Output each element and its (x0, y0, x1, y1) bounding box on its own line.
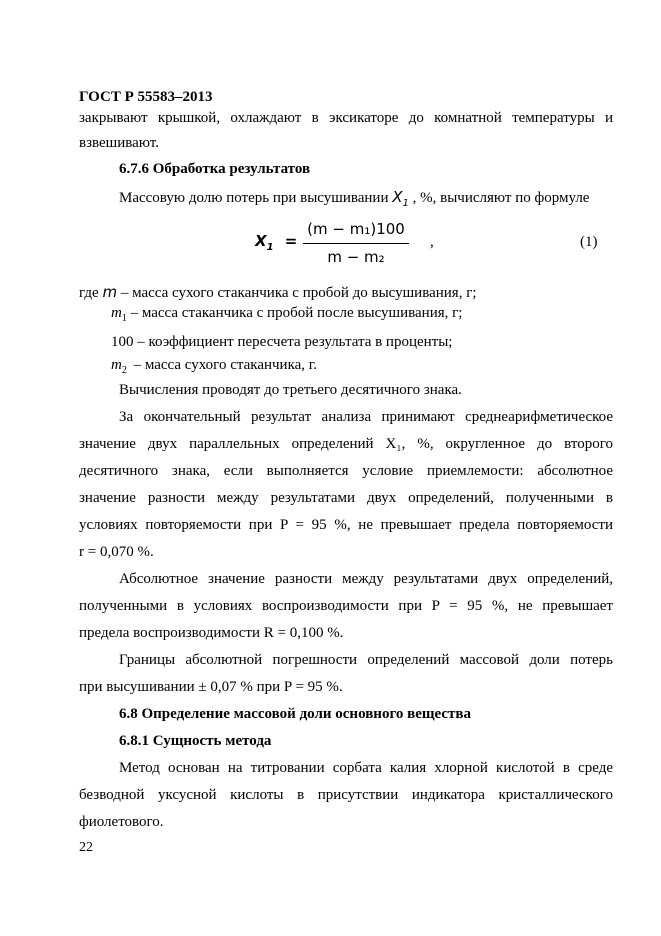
symbol: X (392, 188, 403, 206)
page-number: 22 (79, 840, 93, 855)
where-word: где (79, 285, 99, 301)
paragraph-line: условиях повторяемости при P = 95 %, не превышает предела повторяемости (79, 517, 613, 533)
paragraph-line: Метод основан на титровании сорбата калия хлорной кислотой в среде (119, 760, 613, 776)
description: – масса сухого стаканчика, г. (133, 357, 318, 373)
section-heading: 6.7.6 Обработка результатов (119, 161, 311, 177)
lhs-symbol: X (255, 232, 267, 250)
formula-comma: , (430, 234, 434, 250)
paragraph-line: фиолетового. (79, 814, 164, 830)
paragraph-line: значение двух параллельных определений X₁, %, округленное до второго (79, 436, 613, 452)
where-item-100: 100 – коэффициент пересчета результата в проценты; (111, 334, 453, 350)
paragraph-line: закрывают крышкой, охлаждают в эксикаторе до комнатной температуры и (79, 110, 613, 126)
subscript: 1 (121, 313, 127, 324)
paragraph-line: предела воспроизводимости R = 0,100 %. (79, 625, 344, 641)
formula-numerator: (m − m₁)100 (307, 220, 405, 238)
paragraph-line: Абсолютное значение разности между результатами двух определений, (119, 571, 613, 587)
where-item-m1 (111, 305, 462, 322)
paragraph-line: За окончательный результат анализа принимают среднеарифметическое (119, 409, 613, 425)
paragraph-line: взвешивают. (79, 135, 159, 151)
description: – масса стаканчика с пробой после высушивания, г; (130, 305, 463, 321)
intro-text: Массовую долю потерь при высушивании (119, 190, 389, 206)
document-header: ГОСТ Р 55583–2013 (79, 89, 213, 105)
lhs-subscript: 1 (266, 242, 274, 253)
paragraph-line: десятичного знака, если выполняется условие приемлемости: абсолютное (79, 463, 613, 479)
section-heading: 6.8.1 Сущность метода (119, 733, 272, 749)
formula-number: (1) (580, 234, 598, 250)
paragraph-line: Границы абсолютной погрешности определений массовой доли потерь (119, 652, 613, 668)
paragraph-line: при высушивании ± 0,07 % при P = 95 %. (79, 679, 343, 695)
formula-intro (119, 188, 589, 207)
paragraph-line: безводной уксусной кислоты в присутствии индикатора кристаллического (79, 787, 613, 803)
paragraph-line: Вычисления проводят до третьего десятичного знака. (119, 382, 462, 398)
where-item-m (79, 283, 477, 302)
description: – масса сухого стаканчика с пробой до высушивания, г; (120, 285, 477, 301)
symbol: m (102, 283, 118, 301)
formula-denominator: m − m₂ (327, 248, 385, 266)
paragraph-line: значение разности между результатами двух определений, полученными в (79, 490, 613, 506)
equals-sign: = (284, 232, 298, 250)
fraction-bar (303, 243, 409, 244)
formula-fraction (303, 220, 409, 266)
section-heading: 6.8 Определение массовой доли основного вещества (119, 706, 472, 722)
paragraph-line: r = 0,070 %. (79, 544, 154, 560)
symbol: m (111, 357, 122, 373)
paragraph-line: полученными в условиях воспроизводимости при P = 95 %, не превышает (79, 598, 613, 614)
formula-lhs (255, 232, 298, 253)
where-item-m2 (111, 357, 317, 374)
subscript: 2 (121, 365, 127, 376)
symbol: m (111, 305, 122, 321)
symbol-x1 (392, 188, 409, 209)
subscript: 1 (402, 198, 409, 209)
intro-tail: , %, вычисляют по формуле (412, 190, 590, 206)
